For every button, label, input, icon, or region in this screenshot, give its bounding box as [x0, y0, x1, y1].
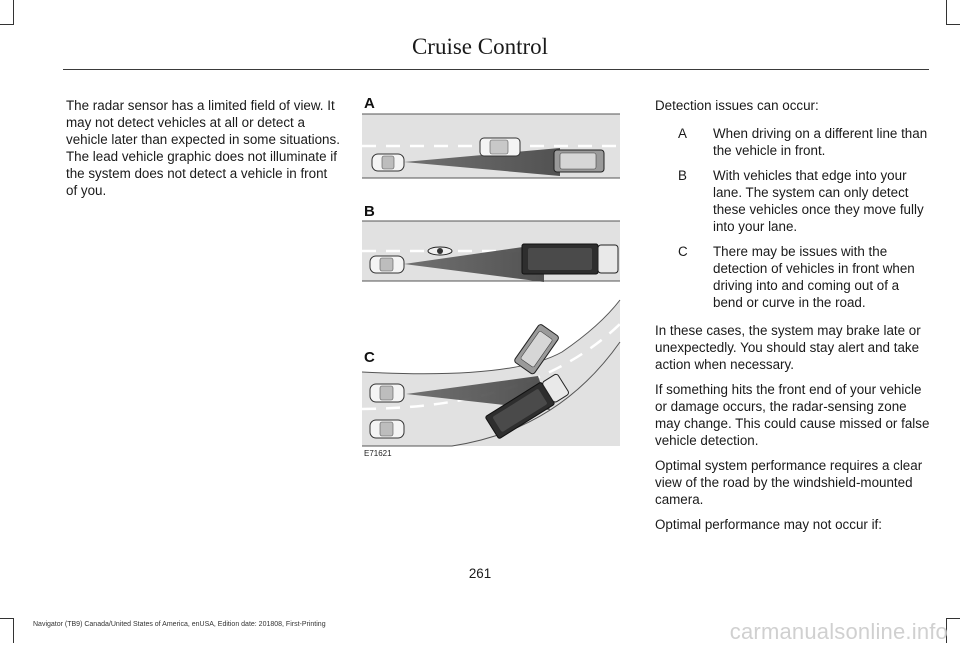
scenario-b	[362, 221, 620, 282]
left-column	[66, 97, 341, 199]
vehicle-other-lane	[480, 138, 520, 156]
crop-mark	[0, 618, 13, 619]
list-item	[655, 167, 930, 235]
detection-intro: Detection issues can occur:	[655, 98, 819, 113]
figure-label-b: B	[364, 203, 375, 220]
page-title: Cruise Control	[411, 34, 549, 59]
figure-code: E71621	[364, 449, 392, 458]
own-vehicle	[370, 384, 404, 402]
item-letter: B	[678, 168, 687, 183]
header-divider	[63, 69, 929, 70]
list-item	[655, 243, 930, 311]
figure-label-c: C	[364, 349, 375, 366]
performance-paragraph: Optimal performance may not occur if:	[655, 517, 882, 532]
crop-mark	[0, 24, 13, 25]
detection-illustration	[362, 90, 624, 470]
item-letter: A	[678, 126, 687, 141]
damage-paragraph: If something hits the front end of your vehicle or damage occurs, the radar-sensing zone may change. This could cause missed or false vehicle detection.	[655, 382, 930, 448]
following-vehicle	[370, 420, 404, 438]
watermark: carmanualsonline.info	[729, 619, 948, 644]
figure-label-a: A	[364, 95, 375, 112]
right-column	[655, 97, 930, 541]
scenario-c	[362, 300, 620, 446]
truck	[522, 244, 618, 274]
crop-mark	[13, 0, 14, 25]
radar-sensor-paragraph: The radar sensor has a limited field of view. It may not detect vehicles at all or detect a vehicle later than expected in some situations. The lead vehicle graphic does not illuminate if the system does not detect a vehicle in front of you.	[66, 98, 340, 198]
camera-paragraph: Optimal system performance requires a clear view of the road by the windshield-mounted camera.	[655, 458, 923, 507]
crop-mark	[947, 618, 960, 619]
lead-vehicle	[554, 150, 604, 172]
own-vehicle	[370, 256, 404, 273]
item-text: With vehicles that edge into your lane. The system can only detect these vehicles once they move fully into your lane.	[713, 168, 924, 234]
footer-edition: Navigator (TB9) Canada/United States of America, enUSA, Edition date: 201808, First-Printing	[33, 621, 326, 628]
motorcycle	[428, 247, 452, 255]
item-text: When driving on a different line than the vehicle in front.	[713, 126, 928, 158]
own-vehicle	[372, 154, 404, 171]
scenario-a	[362, 114, 620, 178]
crop-mark	[946, 0, 947, 25]
page-number: 261	[468, 566, 492, 581]
crop-mark	[13, 618, 14, 643]
crop-mark	[947, 24, 960, 25]
item-letter: C	[678, 244, 688, 259]
brake-paragraph: In these cases, the system may brake late or unexpectedly. You should stay alert and take action when necessary.	[655, 323, 921, 372]
item-text: There may be issues with the detection of vehicles in front when driving into and coming out of a bend or curve in the road.	[713, 244, 915, 310]
list-item	[655, 125, 930, 159]
